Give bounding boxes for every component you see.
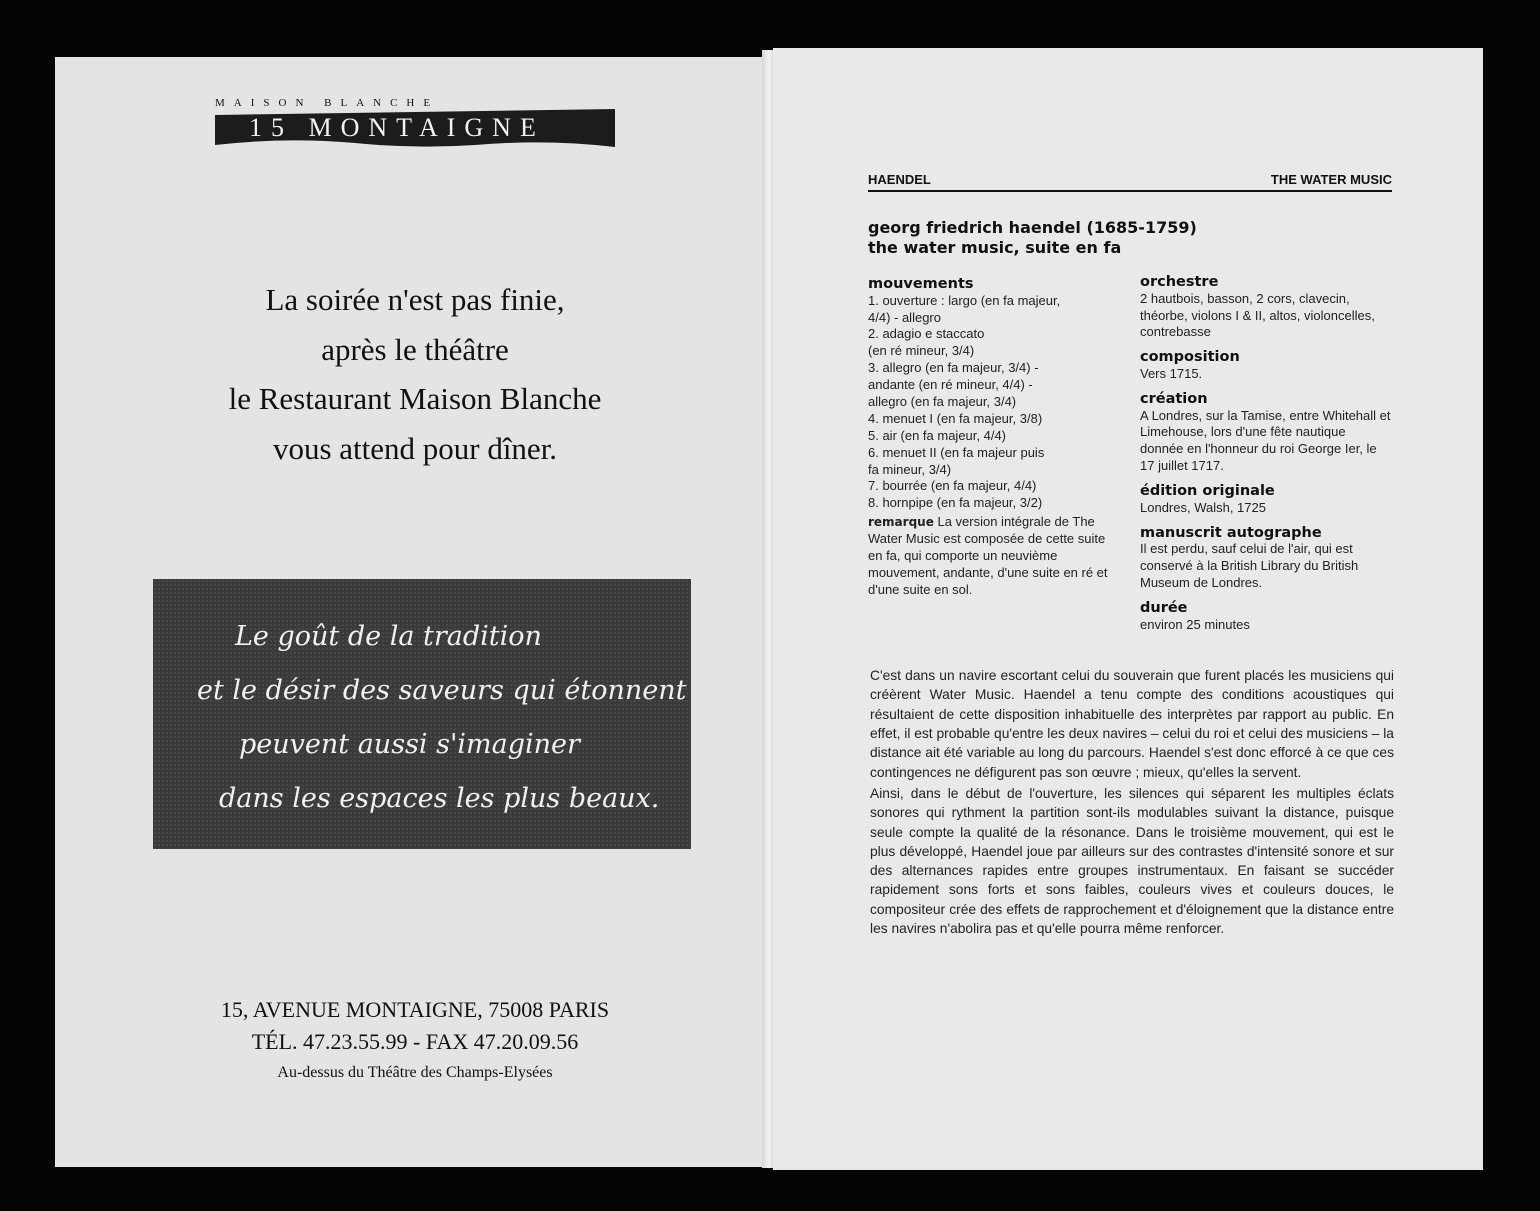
movement-item — [868, 495, 1118, 512]
work-title — [868, 218, 1197, 258]
location-note: Au-dessus du Théâtre des Champs-Elysées — [277, 1063, 553, 1081]
logo-main-text: 15 MONTAIGNE — [249, 113, 545, 142]
chalkboard-panel — [153, 579, 691, 849]
title-line: the water music, suite en fa — [868, 238, 1122, 257]
section-text: environ 25 minutes — [1140, 616, 1250, 632]
movements-list — [868, 293, 1118, 513]
right-page — [773, 48, 1483, 1170]
address-line: 15, AVENUE MONTAIGNE, 75008 PARIS — [220, 997, 610, 1022]
section-text: A Londres, sur la Tamise, entre Whitehall et Limehouse, lors d'une fête nautique donnée en l'honneur du roi George Ier, le 17 juillet 1717. — [1140, 407, 1391, 474]
restaurant-address — [115, 994, 715, 1088]
chalk-line: peuvent aussi s'imaginer — [239, 729, 580, 760]
title-line: georg friedrich haendel (1685-1759) — [868, 218, 1197, 237]
remark — [868, 514, 1118, 598]
headline-line: le Restaurant Maison Blanche — [228, 381, 602, 417]
movement-item — [868, 293, 1118, 327]
movement-line: 4. menuet I (en fa majeur, 3/8) — [868, 410, 1043, 426]
section-text: Il est perdu, sauf celui de l'air, qui est conservé à la British Library du British Museum de Londres. — [1140, 541, 1359, 591]
movement-item — [868, 428, 1118, 445]
movement-line: allegro (en fa majeur, 3/4) — [868, 394, 1017, 410]
movement-line: 2. adagio e staccato — [868, 326, 985, 342]
section-title: édition originale — [1140, 483, 1275, 500]
header-work: THE WATER MUSIC — [1270, 172, 1392, 187]
section-title: mouvements — [868, 276, 974, 292]
movement-item — [868, 445, 1118, 479]
chalk-line: Le goût de la tradition — [235, 621, 542, 652]
movement-item — [868, 326, 1118, 360]
section-text: 2 hautbois, basson, 2 cors, clavecin, théorbe, violons I & II, altos, violoncelles, contrebasse — [1140, 290, 1375, 340]
section-text: Londres, Walsh, 1725 — [1140, 499, 1266, 515]
remark-label: remarque — [868, 515, 934, 530]
section-title: orchestre — [1140, 274, 1219, 290]
movement-line: andante (en ré mineur, 4/4) - — [868, 377, 1033, 393]
movements-column — [868, 272, 1118, 599]
paragraph: C'est dans un navire escortant celui du souverain que furent placés les musiciens qui créèrent Water Music. Haendel a tenu compte des conditions acoustiques qui résultaient de cette disposition inhabituelle des interprètes par rapport au public. En effet, il est probable qu'entre les deux navires – celui du roi et celui des musiciens – la distance ait été variable au long du parcours. Haendel s'est donc efforcé à ce que ces contingences ne défigurent pas son œuvre ; mieux, qu'elles la servent. — [870, 668, 1394, 780]
details-column — [1140, 270, 1392, 634]
movement-item — [868, 478, 1118, 495]
movement-line: 5. air (en fa majeur, 4/4) — [868, 427, 1007, 443]
section-title: création — [1140, 390, 1208, 407]
headline-line: La soirée n'est pas finie, — [265, 282, 565, 317]
movement-line: (en ré mineur, 3/4) — [868, 343, 975, 359]
movement-line: 1. ouverture : largo (en fa majeur, — [868, 292, 1061, 308]
movement-item — [868, 360, 1118, 411]
movement-line: fa mineur, 3/4) — [868, 461, 952, 477]
running-header — [868, 170, 1392, 192]
section-title: durée — [1140, 600, 1188, 617]
header-composer: HAENDEL — [868, 172, 931, 187]
movement-line: 7. bourrée (en fa majeur, 4/4) — [868, 478, 1037, 494]
movement-item — [868, 411, 1118, 428]
chalk-line: dans les espaces les plus beaux. — [219, 783, 660, 814]
section-title: manuscrit autographe — [1140, 524, 1322, 541]
chalk-line: et le désir des saveurs qui étonnent — [197, 675, 687, 706]
headline-line: vous attend pour dîner. — [272, 430, 558, 466]
remark-text: La version intégrale de The Water Music est composée de cette suite en fa, qui comporte un neuvième mouvement, andante, d'une suite en ré et d'une suite en sol. — [868, 514, 1108, 597]
headline — [95, 275, 735, 473]
movement-line: 8. hornpipe (en fa majeur, 3/2) — [868, 495, 1043, 511]
left-page — [55, 57, 770, 1167]
headline-line: après le théâtre — [321, 331, 509, 367]
section-title: composition — [1140, 349, 1240, 366]
logo-top-text: MAISON BLANCHE — [215, 97, 440, 109]
movement-line: 3. allegro (en fa majeur, 3/4) - — [868, 360, 1039, 376]
movement-line: 4/4) - allegro — [868, 309, 941, 325]
phone-fax-line: TÉL. 47.23.55.99 - FAX 47.20.09.56 — [251, 1028, 579, 1054]
restaurant-logo — [215, 97, 615, 153]
paragraph: Ainsi, dans le début de l'ouverture, les silences qui séparent les multiples éclats sonores qui rythment la partition sont-ils modulables suivant la distance, puisque seule compte la qualité de la résonance. Dans le troisième mouvement, qui est le plus développé, Haendel joue par ailleurs sur des contrastes d'intensité sonore et sur des alternances rapides entre groupes instrumentaux. En faisant se succéder rapidement sons forts et sons faibles, couleurs vives et couleurs douces, le compositeur crée des effets de rapprochement et d'éloignement que la distance entre les navires n'abolira pas et qu'elle pourra même renforcer. — [870, 785, 1394, 937]
movement-line: 6. menuet II (en fa majeur puis — [868, 444, 1045, 460]
section-text: Vers 1715. — [1140, 366, 1203, 382]
body-text — [870, 666, 1394, 940]
